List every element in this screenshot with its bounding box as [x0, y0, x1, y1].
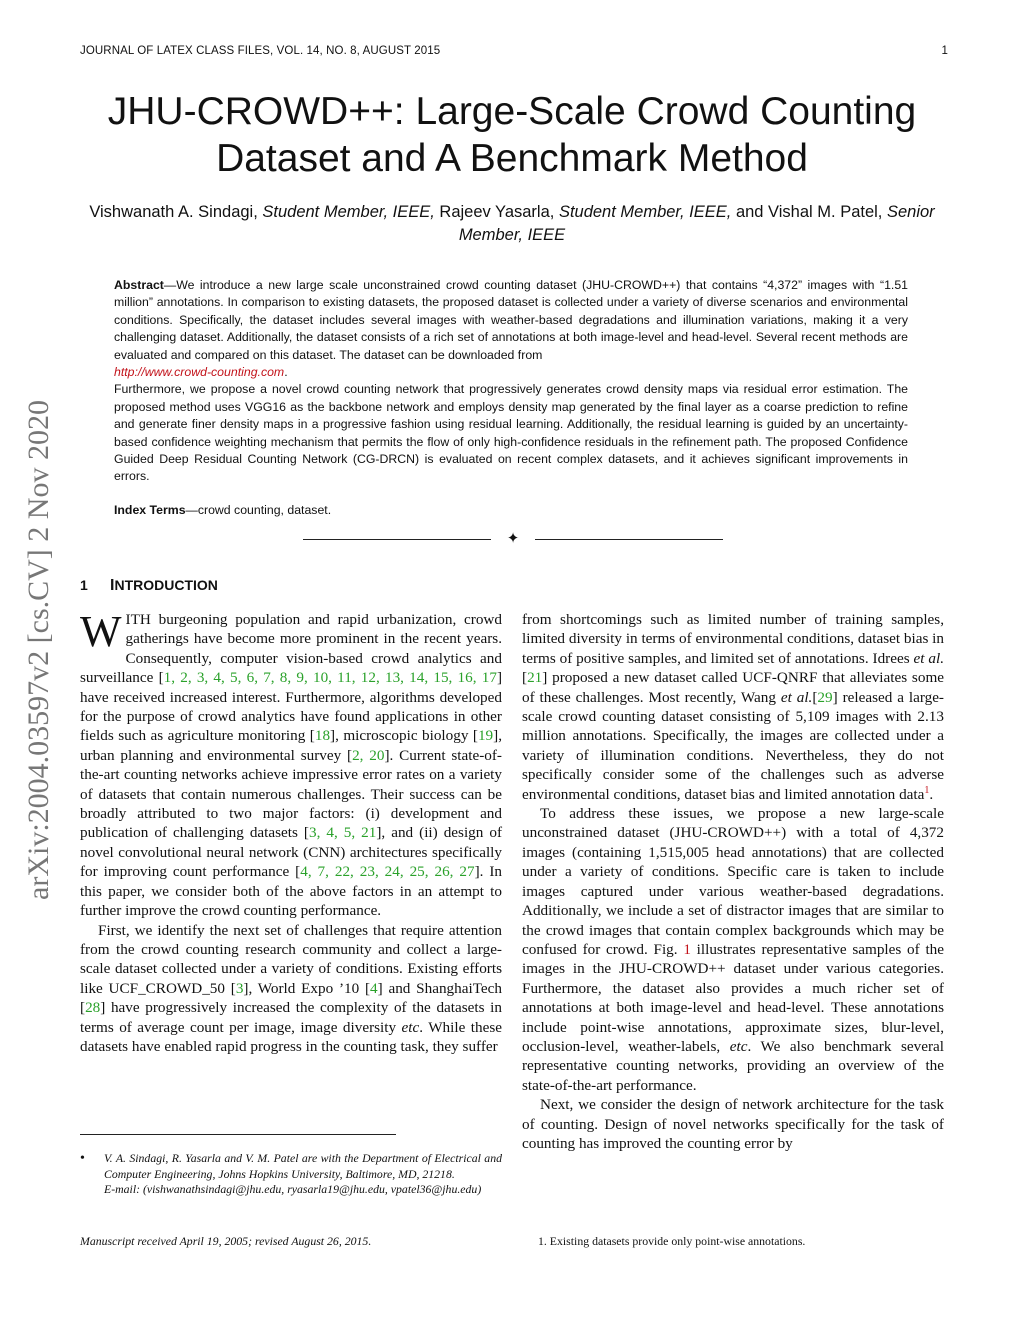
intro-text: ], World Expo ’10 [: [243, 979, 371, 997]
citation-link[interactable]: 18: [314, 727, 331, 745]
paper-title: JHU-CROWD++: Large-Scale Crowd Counting Dataset and A Benchmark Method: [107, 90, 917, 180]
intro-text: etc: [401, 1018, 420, 1036]
intro-text: First, we identify the next set of challenges that require attention from the crowd counting research community and collect a large-scale dataset collected under a variety of conditions. Existing efforts like UCF_CROWD_50 [: [80, 921, 502, 997]
intro-paragraph-5: Next, we consider the design of network architecture for the task of counting. Design of novel networks specifically for the task of counting has improved the counting error by: [522, 1096, 944, 1152]
intro-paragraph-1: [80, 607, 503, 921]
citation-link[interactable]: 4, 7, 22, 23, 24, 25, 26, 27: [300, 863, 475, 881]
divider-line-right: [535, 539, 723, 540]
intro-text: [: [812, 688, 818, 706]
intro-text: et al.: [780, 688, 813, 706]
author-2: Rajeev Yasarla,: [434, 203, 559, 221]
citation-link[interactable]: 4: [370, 979, 378, 997]
intro-text: illustrates representative samples of the images in the JHU-CROWD++ dataset under various categories. Furthermore, the dataset also provides a much richer set of annotations at both image-level and head-level. These annotations include point-wise annotations, approximate sizes, blur-level, occlusion-level, weather-labels,: [522, 940, 945, 1055]
intro-text: ], microscopic biology [: [330, 727, 478, 745]
intro-text: ] and ShanghaiTech [: [80, 979, 502, 1017]
author-footnote: [80, 1151, 502, 1198]
section-title-rest: NTRODUCTION: [114, 577, 218, 593]
intro-text: To address these issues, we propose a new large-scale unconstrained dataset (JHU-CROWD++) with a total of 4,372 images (containing 1,515,005 head annotations) that are collected under a variety of conditions. Specific care is taken to include images captured under various weather-based degradations. Additionally, we include a set of distractor images that are similar to the crowd images that contain complex backgrounds which may be confused for crowd. Fig.: [522, 805, 944, 958]
drop-cap: W: [80, 607, 122, 656]
citation-link[interactable]: 19: [477, 727, 494, 745]
journal-name: JOURNAL OF LATEX CLASS FILES, VOL. 14, NO. 8, AUGUST 2015: [80, 45, 441, 57]
diamond-icon: ✦: [506, 531, 520, 547]
abstract-text-1: —We introduce a new large scale unconstrained crowd counting dataset (JHU-CROWD++) that contains “4,372” images with “1.51 million” annotations. In comparison to existing datasets, the proposed dataset is collected under a variety of diverse scenarios and environmental conditions. Specifically, the dataset includes several images with weather-based degradations and illumination variations, making it a very challenging dataset. Additionally, the dataset consists of a rich set of annotations at both image-level and head-level. Several recent methods are evaluated and compared on this dataset. The dataset can be downloaded from: [114, 278, 908, 362]
section-title-initial: I: [110, 577, 115, 594]
index-terms-label: Index Terms: [114, 503, 186, 517]
author-list: [80, 201, 944, 247]
running-head: [80, 45, 948, 57]
citation-link[interactable]: 1, 2, 3, 4, 5, 6, 7, 8, 9, 10, 11, 12, 13, 14, 15, 16, 17: [163, 669, 497, 687]
intro-text: et al.: [913, 649, 944, 667]
intro-text: from shortcomings such as limited number of training samples, limited diversity in terms of environmental conditions, dataset bias in terms of positive samples, and limited set of annotations. Idrees: [522, 611, 944, 667]
footnote-rule: [80, 1134, 396, 1135]
drop-cap-rest: ITH: [125, 611, 151, 628]
citation-link[interactable]: 29: [817, 688, 833, 706]
index-terms: [114, 503, 908, 517]
arxiv-stamp-text: arXiv:2004.03597v2 [cs.CV] 2 Nov 2020: [22, 400, 55, 900]
intro-text: .: [929, 785, 934, 803]
page-number: 1: [941, 45, 948, 57]
intro-text: etc: [729, 1037, 748, 1055]
abstract-paragraph-2: Furthermore, we propose a novel crowd counting network that progressively generates crowd density maps via residual error estimation. The proposed method uses VGG16 as the backbone network and employs density map generated by the final layer as a coarse prediction to refine and generate finer density maps in a progressive fashion using residual learning. Additionally, the residual learning is guided by an uncertainty-based confidence weighting mechanism that permits the flow of only high-confidence residuals in the refinement path. The proposed Confidence Guided Deep Residual Counting Network (CG-DRCN) is evaluated on recent complex datasets, and it achieves significant improvements in errors.: [114, 382, 908, 484]
citation-link[interactable]: 3: [235, 979, 244, 997]
email-text: E-mail: (vishwanathsindagi@jhu.edu, ryasarla19@jhu.edu, vpatel36@jhu.edu): [104, 1182, 482, 1196]
index-terms-text: —crowd counting, dataset.: [185, 503, 332, 517]
intro-text: ], and (ii) design of novel convolutional neural network (CNN) architectures specifically for improving count performance [: [80, 824, 503, 881]
intro-text: ]. Current state-of-the-art counting networks achieve impressive error rates on a variety of datasets that contain numerous challenges. Their success can be broadly attributed to two major factors: (i) development and publication of challenging datasets [: [80, 746, 502, 842]
intro-text: ] proposed a new dataset called UCF-QNRF that alleviates some of these challenges. Most recently, Wang: [522, 669, 944, 706]
author-3-role: Senior Member, IEEE: [458, 203, 935, 244]
citation-link[interactable]: 2, 20: [352, 746, 385, 764]
right-column: [522, 610, 944, 1153]
dataset-link[interactable]: http://www.crowd-counting.com: [114, 365, 285, 380]
intro-text: ] released a large-scale crowd counting dataset consisting of 5,109 images with 2.13 million annotations. Specifically, the images are collected under a variety of illumination conditions. Nevertheless, they do not specifically consider some of the challenges such as adverse environmental conditions, dataset bias and limited annotation data: [522, 688, 944, 803]
intro-text: ], urban planning and environmental survey [: [80, 727, 502, 764]
figure-link[interactable]: 1: [683, 940, 691, 958]
intro-text: . While these datasets have enabled rapid progress in the counting task, they suffer: [80, 1018, 502, 1055]
intro-text: [: [522, 669, 528, 687]
intro-paragraph-3: [522, 610, 944, 804]
section-divider: [303, 530, 723, 550]
author-2-role: Student Member, IEEE,: [558, 203, 732, 221]
left-column: [80, 607, 503, 1056]
intro-paragraph-4: [522, 804, 944, 1095]
intro-text: burgeoning population and rapid urbanization, crowd gatherings have become more prominent in the recent years. Consequently, computer vision-based crowd analytics and surveillance [: [80, 611, 502, 687]
intro-text: ] have received increased interest. Furthermore, algorithms developed for the purpose of crowd analytics have found applications in other fields such as agriculture monitoring [: [80, 669, 502, 745]
section-heading: [80, 577, 218, 595]
divider-line-left: [303, 539, 491, 540]
author-1: Vishwanath A. Sindagi,: [89, 203, 263, 221]
section-number: 1: [80, 577, 88, 593]
author-1-role: Student Member, IEEE,: [262, 203, 435, 221]
bullet-icon: •: [80, 1151, 85, 1166]
citation-link[interactable]: 28: [85, 999, 101, 1017]
abstract-paragraph-1: Abstract—We introduce a new large scale unconstrained crowd counting dataset (JHU-CROWD++) that contains “4,372” images with “1.51 million” annotations. In comparison to existing datasets, the proposed dataset is collected under a variety of diverse scenarios and environmental conditions. Specifically, the dataset includes several images with weather-based degradations and illumination variations, making it a very challenging dataset. Additionally, the dataset consists of a rich set of annotations at both image-level and head-level. Several recent methods are evaluated and compared on this dataset. The dataset can be downloaded from http://www.crowd-counting.com.: [114, 278, 908, 380]
abstract: [114, 277, 908, 486]
intro-text: ] have progressively increased the complexity of the datasets in terms of average count per image, image diversity: [80, 999, 502, 1036]
intro-text: ]. In this paper, we consider both of the above factors in an attempt to further improve the crowd counting performance.: [80, 863, 502, 920]
footnote-marker[interactable]: 1: [924, 784, 930, 796]
citation-link[interactable]: 21: [527, 669, 543, 687]
arxiv-stamp[interactable]: [14, 350, 64, 950]
affiliation-text: V. A. Sindagi, R. Yasarla and V. M. Patel are with the Department of Electrical and Computer Engineering, Johns Hopkins University, Baltimore, MD, 21218.: [104, 1151, 502, 1181]
abstract-label: Abstract: [114, 278, 164, 292]
citation-link[interactable]: 3, 4, 5, 21: [308, 824, 377, 842]
intro-paragraph-2: [80, 921, 502, 1057]
footnote-1: 1. Existing datasets provide only point-wise annotations.: [538, 1234, 806, 1248]
author-3: and Vishal M. Patel,: [731, 203, 887, 221]
intro-text: . We also benchmark several representative counting networks, providing an overview of the state-of-the-art performance.: [522, 1037, 944, 1094]
manuscript-note: Manuscript received April 19, 2005; revised August 26, 2015.: [80, 1234, 372, 1248]
